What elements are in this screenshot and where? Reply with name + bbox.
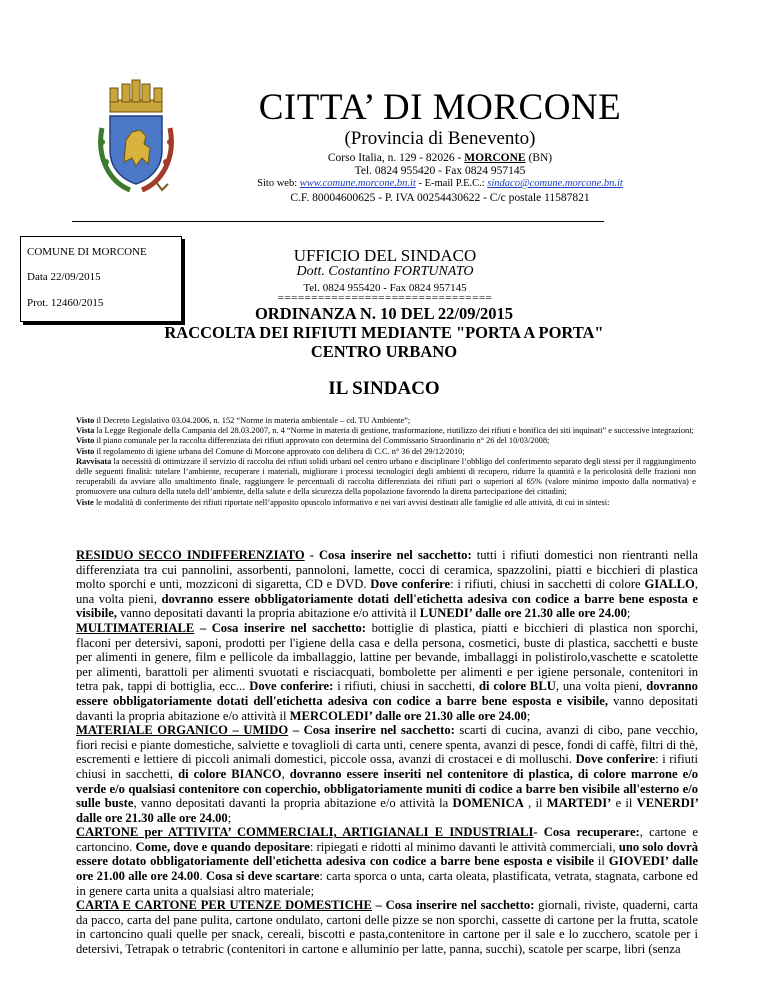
waste-rules-body	[76, 548, 698, 957]
preamble-item: Visto il regolamento di igiene urbana del Comune di Morcone approvato con delibera di C.C. n° 36 del 29/12/2010;	[76, 446, 465, 456]
province-subtitle: (Provincia di Benevento)	[344, 128, 536, 149]
header-divider	[72, 221, 604, 222]
website-link[interactable]: www.comune.morcone.bn.it	[299, 178, 416, 189]
phone-line: Tel. 0824 955420 - Fax 0824 957145	[354, 165, 526, 177]
office-title: UFFICIO DEL SINDACO	[293, 246, 477, 265]
address-line: Corso Italia, n. 129 - 82026 - MORCONE (BN)	[327, 152, 553, 164]
ordinance-subject: RACCOLTA DEI RIFIUTI MEDIANTE "PORTA A PORTA"	[164, 323, 604, 342]
preamble-item: Ravvisata la necessità di ottimizzare il servizio di raccolta dei rifiuti solidi urbani nel centro urbano e disciplinare l’obbligo del conferimento separato degli stessi per il raggiungimento delle seguenti finalità: tutelare l’ambiente, recuperare i materiali, migliorare i processi tecnologici degli ambienti di recupero, ridurre la quantità e la pericolosità delle frazioni non recuperabili da avviare allo smaltimento finale, raggiungere le percentuali di raccolta differenziata dei rifiuti pari o superiori al 65% (valore minimo imposto dalla normativa) e promuovere una cultura della tutela dell’ambiente, della salute e della sicurezza della popolazione favorendo la diretta partecipazione dei cittadini;	[76, 456, 696, 497]
protocol-date: Data 22/09/2015	[27, 271, 101, 283]
preamble-item: Visto il Decreto Legislativo 03.04.2006, n. 152 “Norme in materia ambientale – cd. TU Ambiente”;	[76, 416, 411, 425]
preamble-list	[76, 416, 696, 508]
section-heading: IL SINDACO	[328, 378, 440, 399]
office-separator: ================================	[277, 292, 493, 304]
preamble-item: Viste le modalità di conferimento dei rifiuti riportate nell’apposito opuscolo informativo e nei vari avvisi destinati alle famiglie ed alle attività, di cui in sintesi:	[76, 497, 610, 507]
protocol-number: Prot. 12460/2015	[27, 297, 104, 309]
ordinance-number: ORDINANZA N. 10 DEL 22/09/2015	[254, 304, 514, 323]
section-umido: MATERIALE ORGANICO – UMIDO – Cosa inserire nel sacchetto: scarti di cucina, avanzi di cibo, pane vecchio, fiori recisi e piante domestiche, salviette e tovaglioli di carta unti, cenere spenta, avanzi di pesce, fondi di caffè, filtri di thè, escrementi e lettiere di piccoli animali domestici, piccole ossa, avanzi di crostacei e di molluschi. Dove conferire: i rifiuti chiusi in sacchetti, di colore BIANCO, dovranno essere inseriti nel contenitore di plastica, di colore marrone e/o verde e/o qualsiasi contenitore con coperchio, obbligatoriamente muniti di codice a barre ben visibile all'esterno e/o sulle buste, vanno depositati davanti la propria abitazione e/o attività la DOMENICA , il MARTEDI’ e il VENERDI’ dalle ore 21.30 alle ore 24.00;	[76, 723, 699, 825]
city-title: CITTA’ DI MORCONE	[258, 87, 622, 128]
ordinance-area: CENTRO URBANO	[310, 342, 458, 361]
section-cartone-attivita: CARTONE per ATTIVITA’ COMMERCIALI, ARTIGIANALI E INDUSTRIALI- Cosa recuperare:, cartone e cartoncino. Come, dove e quando depositare: ripiegati e ridotti al minimo davanti le attività commerciali, uno solo dovrà essere dotato obbligatoriamente dell'etichetta adesiva con codice a barre bene esposta e visibile il GIOVEDI’ dalle ore 21.00 alle ore 24.00. Cosa si deve scartare: carta sporca o unta, carta oleata, plastificata, vetrata, stagnata, carbone ed in genere carta unita a qualsiasi altro materiale;	[76, 825, 698, 898]
contact-line: Sito web: www.comune.morcone.bn.it - E-mail P.E.C.: sindaco@comune.morcone.bn.it	[257, 178, 623, 189]
preamble-item: Visto il piano comunale per la raccolta differenziata dei rifiuti approvato con determina del Commissario Straordinario n° 26 del 10/03/2008;	[76, 436, 550, 446]
pec-email-link[interactable]: sindaco@comune.morcone.bn.it	[487, 178, 623, 189]
town-name: MORCONE	[464, 152, 526, 164]
preamble-item: Vista la Legge Regionale della Campania del 28.03.2007, n. 4 “Norme in materia di gestione, trasformazione, riutilizzo dei rifiuti e bonifica dei siti inquinati” e successive integrazioni;	[76, 426, 694, 436]
section-multimateriale: MULTIMATERIALE – Cosa inserire nel sacchetto: bottiglie di plastica, piatti e bicchieri di plastica non sporchi, flaconi per detersivi, saponi, prodotti per l'igiene della casa e della persona, cosmetici, buste di plastica, sacchetti e buste per alimenti in genere, film e pellicole da imballaggio, lattine per bevande, imballaggi in polistirolo,vaschette e scatolette per alimenti, barattoli per alimenti svuotati e risciacquati, bombolette per alimenti e per igiene personale, contenitori in tetra pak, tappi di bottiglia, ecc... Dove conferire: i rifiuti, chiusi in sacchetti, di colore BLU, una volta pieni, dovranno essere obbligatoriamente dotati dell'etichetta adesiva con codice a barre bene esposta e visibile, vanno depositati davanti la propria abitazione e/o attività il MERCOLEDI’ dalle ore 21.30 alle ore 24.00;	[76, 620, 698, 723]
office-phone: Tel. 0824 955420 - Fax 0824 957145	[303, 282, 467, 294]
section-carta-domestica: CARTA E CARTONE PER UTENZE DOMESTICHE – Cosa inserire nel sacchetto: giornali, riviste, quaderni, carta da pacco, carta del pane pulita, cartone ondulato, cartoni delle pizze se non sporchi, cassette di cartone per la frutta, scatole in cartoncino quali quelle per snack, cereali, biscotti e pasta,contenitore in cartone per il sale e lo zucchero, scatole per i detersivi, Tetrapak o tetrabric (contenitori in cartone e alluminio per latte, panna, succhi), scatole per scarpe, libri (senza	[76, 898, 698, 957]
section-residuo-secco: RESIDUO SECCO INDIFFERENZIATO - Cosa inserire nel sacchetto: tutti i rifiuti domestici non rientranti nella differenziata tra cui pannolini, assorbenti, pannoloni, lamette, cocci di ceramica, spazzolini, piatti e bicchieri di plastica molto sporchi e unti, mozziconi di sigaretta, CD e DVD. Dove conferire: i rifiuti, chiusi in sacchetti di colore GIALLO, una volta pieni, dovranno essere obbligatoriamente dotati dell'etichetta adesiva con codice a barre bene esposta e visibile, vanno depositati davanti la propria abitazione e/o attività il LUNEDI’ dalle ore 21.30 alle ore 24.00;	[76, 548, 698, 621]
fiscal-line: C.F. 80004600625 - P. IVA 00254430622 - C/c postale 11587821	[290, 192, 590, 204]
protocol-comune: COMUNE DI MORCONE	[27, 246, 147, 258]
mayor-name: Dott. Costantino FORTUNATO	[296, 264, 474, 279]
